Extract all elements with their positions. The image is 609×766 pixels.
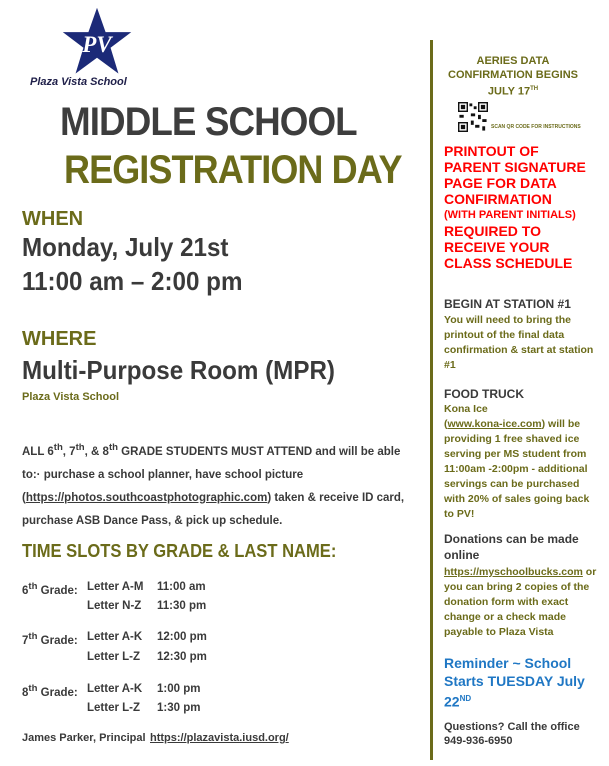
questions-text: Questions? Call the office <box>444 721 580 733</box>
grade7-sup: th <box>28 631 38 642</box>
grade8-suffix: Grade: <box>37 686 78 699</box>
printout-initials: (WITH PARENT INITIALS) <box>444 209 576 221</box>
grade7-row1-time: 12:00 pm <box>157 631 207 643</box>
attend-text-c: , & 8 <box>84 445 109 458</box>
grade6-row1-time: 11:00 am <box>157 581 206 593</box>
school-website-link[interactable]: https://plazavista.iusd.org/ <box>150 732 289 744</box>
event-room: Multi-Purpose Room (MPR) <box>22 355 335 385</box>
kona-ice-link[interactable]: www.kona-ice.com <box>447 418 542 430</box>
grade6-row2-time: 11:30 pm <box>157 600 207 612</box>
grade8-row1-letters: Letter A-K <box>87 683 143 695</box>
principal-name: James Parker, Principal <box>22 732 146 744</box>
food-open-paren: ( <box>444 418 448 430</box>
grade8-row2-time: 1:30 pm <box>157 702 201 714</box>
sidebar-divider <box>430 40 433 760</box>
aeries-notice <box>438 54 588 99</box>
qr-code-icon[interactable] <box>458 102 488 132</box>
grade7-row2-time: 12:30 pm <box>157 651 207 663</box>
when-heading: WHEN <box>22 208 84 230</box>
myschoolbucks-link[interactable]: https://myschoolbucks.com <box>444 566 583 578</box>
office-phone[interactable]: 949-936-6950 <box>444 735 513 747</box>
grade6-number: 6 <box>22 584 29 597</box>
page-subtitle: REGISTRATION DAY <box>64 148 402 192</box>
printout-required: REQUIRED TO RECEIVE YOUR CLASS SCHEDULE <box>444 223 573 271</box>
attend-sup-c: th <box>108 442 118 453</box>
logo-mark: PV <box>82 31 112 57</box>
food-details: will be providing 1 free shaved ice serving per MS student from 11:00am -2:00pm - additional servings can be purchased with 20% of sales going back to PV! <box>444 418 590 520</box>
grade7-row1-letters: Letter A-K <box>87 631 143 643</box>
school-start-reminder <box>444 654 594 711</box>
scan-qr-caption: SCAN QR CODE FOR INSTRUCTIONS <box>491 124 581 130</box>
event-date: Monday, July 21st <box>22 232 229 262</box>
time-slots-heading: TIME SLOTS BY GRADE & LAST NAME: <box>22 541 337 561</box>
grade6-sup: th <box>28 581 38 592</box>
grade6-label <box>22 581 78 597</box>
attendance-paragraph <box>22 436 422 533</box>
printout-main: PRINTOUT OF PARENT SIGNATURE PAGE FOR DATA CONFIRMATION <box>444 143 586 207</box>
food-truck-text <box>444 402 594 522</box>
printout-required-notice <box>444 143 594 271</box>
grade8-sup: th <box>28 683 38 694</box>
food-truck-heading: FOOD TRUCK <box>444 387 524 401</box>
grade6-suffix: Grade: <box>37 584 78 597</box>
aeries-line3-wrap <box>438 82 588 99</box>
event-school: Plaza Vista School <box>22 391 120 403</box>
food-vendor: Kona Ice <box>444 403 488 415</box>
donations-heading: Donations can be made online <box>444 532 579 562</box>
reminder-sup: ND <box>459 694 472 703</box>
attend-text-b: , 7 <box>62 445 76 458</box>
attend-sup-a: th <box>53 442 63 453</box>
attend-text-a: ALL 6 <box>22 445 54 458</box>
grade8-row2-letters: Letter L-Z <box>87 702 141 714</box>
aeries-line1: AERIES DATA <box>476 55 550 67</box>
aeries-line3: JULY 17 <box>487 85 531 98</box>
grade7-row2-letters: Letter L-Z <box>87 651 141 663</box>
contact-info <box>444 720 580 748</box>
grade8-label <box>22 683 78 699</box>
attend-text-d: GRADE STUDENTS MUST ATTEND and will be able to:· purchase a school planner, have school picture ( <box>22 445 401 504</box>
page-title: MIDDLE SCHOOL <box>60 100 357 144</box>
school-logo-star <box>58 4 136 80</box>
aeries-line2: CONFIRMATION BEGINS <box>448 69 578 81</box>
grade7-suffix: Grade: <box>37 634 78 647</box>
station-heading: BEGIN AT STATION #1 <box>444 297 571 311</box>
donations-text <box>444 565 599 640</box>
aeries-sup: TH <box>530 86 539 92</box>
food-close-paren: ) <box>541 418 546 430</box>
photo-link[interactable]: https://photos.southcoastphotographic.com <box>25 491 268 504</box>
reminder-text: Reminder ~ School Starts TUESDAY July 22 <box>444 655 585 710</box>
grade8-row1-time: 1:00 pm <box>157 683 201 695</box>
event-time: 11:00 am – 2:00 pm <box>22 266 243 296</box>
station-text: You will need to bring the printout of the final data confirmation & start at station #1 <box>444 314 594 371</box>
grade6-row1-letters: Letter A-M <box>87 581 144 593</box>
donations-details: or you can bring 2 copies of the donation form with exact change or a check made payable to Plaza Vista <box>444 566 597 638</box>
grade7-number: 7 <box>22 634 29 647</box>
attend-sup-b: th <box>75 442 85 453</box>
grade8-number: 8 <box>22 686 29 699</box>
logo-school-name: Plaza Vista School <box>30 76 127 88</box>
grade7-label <box>22 631 78 647</box>
grade6-row2-letters: Letter N-Z <box>87 600 142 612</box>
attend-text-e: ) taken & receive ID card, purchase ASB Dance Pass, & pick up schedule. <box>22 491 405 527</box>
where-heading: WHERE <box>22 328 97 350</box>
